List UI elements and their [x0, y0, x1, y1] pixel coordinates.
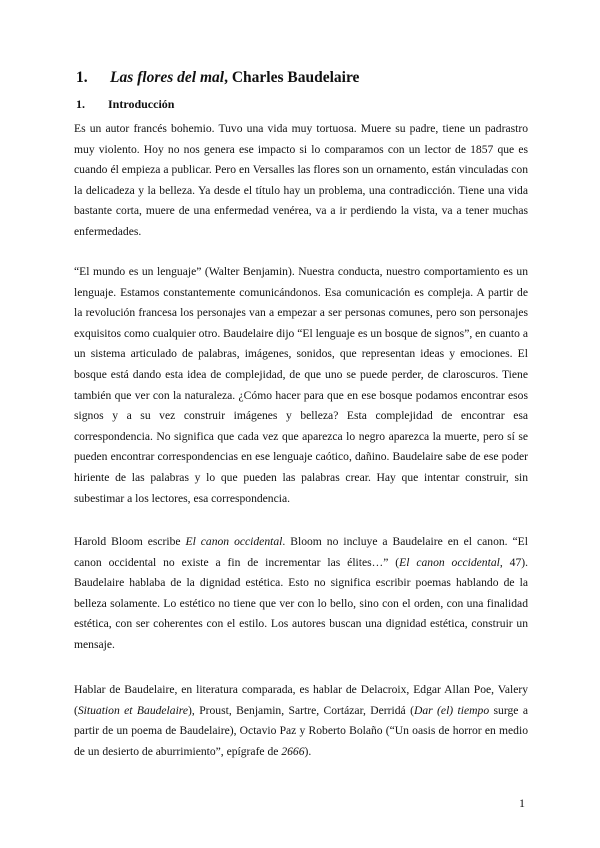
section-title: Introducción	[108, 97, 175, 111]
paragraph-language	[74, 262, 528, 509]
paragraph-biography: Es un autor francés bohemio. Tuvo una vida muy tortuosa. Muere su padre, tiene un padrastro muy violento. Hoy no nos genera ese impacto si lo comparamos con un lector de 1857 que es cuando él empieza a publicar. Pero en Versalles las flores son un ornamento, están vinculadas con la delicadeza y la belleza. Ya desde el título hay un problema, una contradicción. Tiene una vida bastante corta, muere de una enfermedad venérea, va a ir perdiendo la vista, va a tener muchas enfermedades.	[74, 122, 528, 238]
chapter-title-rest: , Charles Baudelaire	[224, 69, 360, 86]
book-title-canon: El canon occidental	[185, 535, 283, 548]
paragraph-canon-text-c: . Bloom no incluye a Baudelaire en el canon. “El canon occidental no existe a fin de incrementar las élites…” (	[74, 535, 528, 569]
chapter-number: 1.	[76, 69, 88, 86]
paragraph-language-text: “El mundo es un lenguaje” (Walter Benjamin). Nuestra conducta, nuestro comportamiento es un lenguaje. Estamos constantemente comunicándonos. Esa comunicación es compleja. A partir de la revolución francesa los personajes van a empezar a ser personas comunes, pero son personajes exquisitos como cualquier otro. Baudelaire dijo “El lenguaje es un bosque de signos”, en cuanto a un sistema articulado de palabras, imágenes, sonidos, que representan ideas y emociones. El bosque está dando esta idea de complejidad, de que uno se puede perder, de claroscuros. Tiene también que ver con la naturaleza. ¿Cómo hacer para que en ese bosque podamos encontrar esos signos y a su vez construir imágenes y belleza? Esta complejidad de encontrar esa correspondencia. No significa que cada vez que aparezca lo negro aparezca la muerte, pero sí se pueden encontrar correspondencias en ese lenguaje caótico, dañino. Baudelaire sabe de ese poder hiriente de las palabras y lo que pueden las palabras crear. Hay que intentar construir, sin subestimar a los lectores, esa correspondencia.	[74, 265, 528, 505]
paragraph-comparative-text-g: ).	[304, 744, 312, 758]
chapter-heading	[76, 68, 359, 88]
paragraph-canon-text-e: , 47). Baudelaire hablaba de la dignidad estética. Esto no significa escribir poemas hablando de la belleza solamente. Lo estético no tiene que ver con lo bello, sino con el orden, con una finalidad estética, con ser coherentes con el estilo. Los autores buscan una dignidad estética, construir un mensaje.	[74, 555, 529, 651]
book-title-situation: Situation et Baudelaire	[77, 703, 189, 717]
paragraph-canon	[74, 532, 528, 656]
book-title-canon-citation: El canon occidental	[399, 555, 500, 569]
book-title-dar-tiempo: Dar (el) tiempo	[413, 703, 490, 717]
book-title-2666: 2666	[281, 744, 305, 758]
page-number: 1	[519, 796, 525, 810]
paragraph-comparative	[74, 680, 528, 762]
paragraph-canon-text-a: Harold Bloom escribe	[74, 535, 186, 548]
paragraph-comparative-text-c: ), Proust, Benjamin, Sartre, Cortázar, Derridá (	[188, 703, 414, 717]
paragraph-comparative-text-a: Hablar de Baudelaire, en literatura comparada, es hablar de Delacroix, Edgar Allan Poe, Valery (	[74, 683, 528, 717]
chapter-title-italic: Las flores del mal	[110, 69, 225, 86]
paragraph-comparative-text-e: surge a partir de un poema de Baudelaire), Octavio Paz y Roberto Bolaño (“Un oasis de horror en medio de un desierto de aburrimiento”, epígrafe de	[74, 703, 528, 758]
section-heading	[76, 96, 174, 112]
section-number: 1.	[76, 97, 85, 111]
